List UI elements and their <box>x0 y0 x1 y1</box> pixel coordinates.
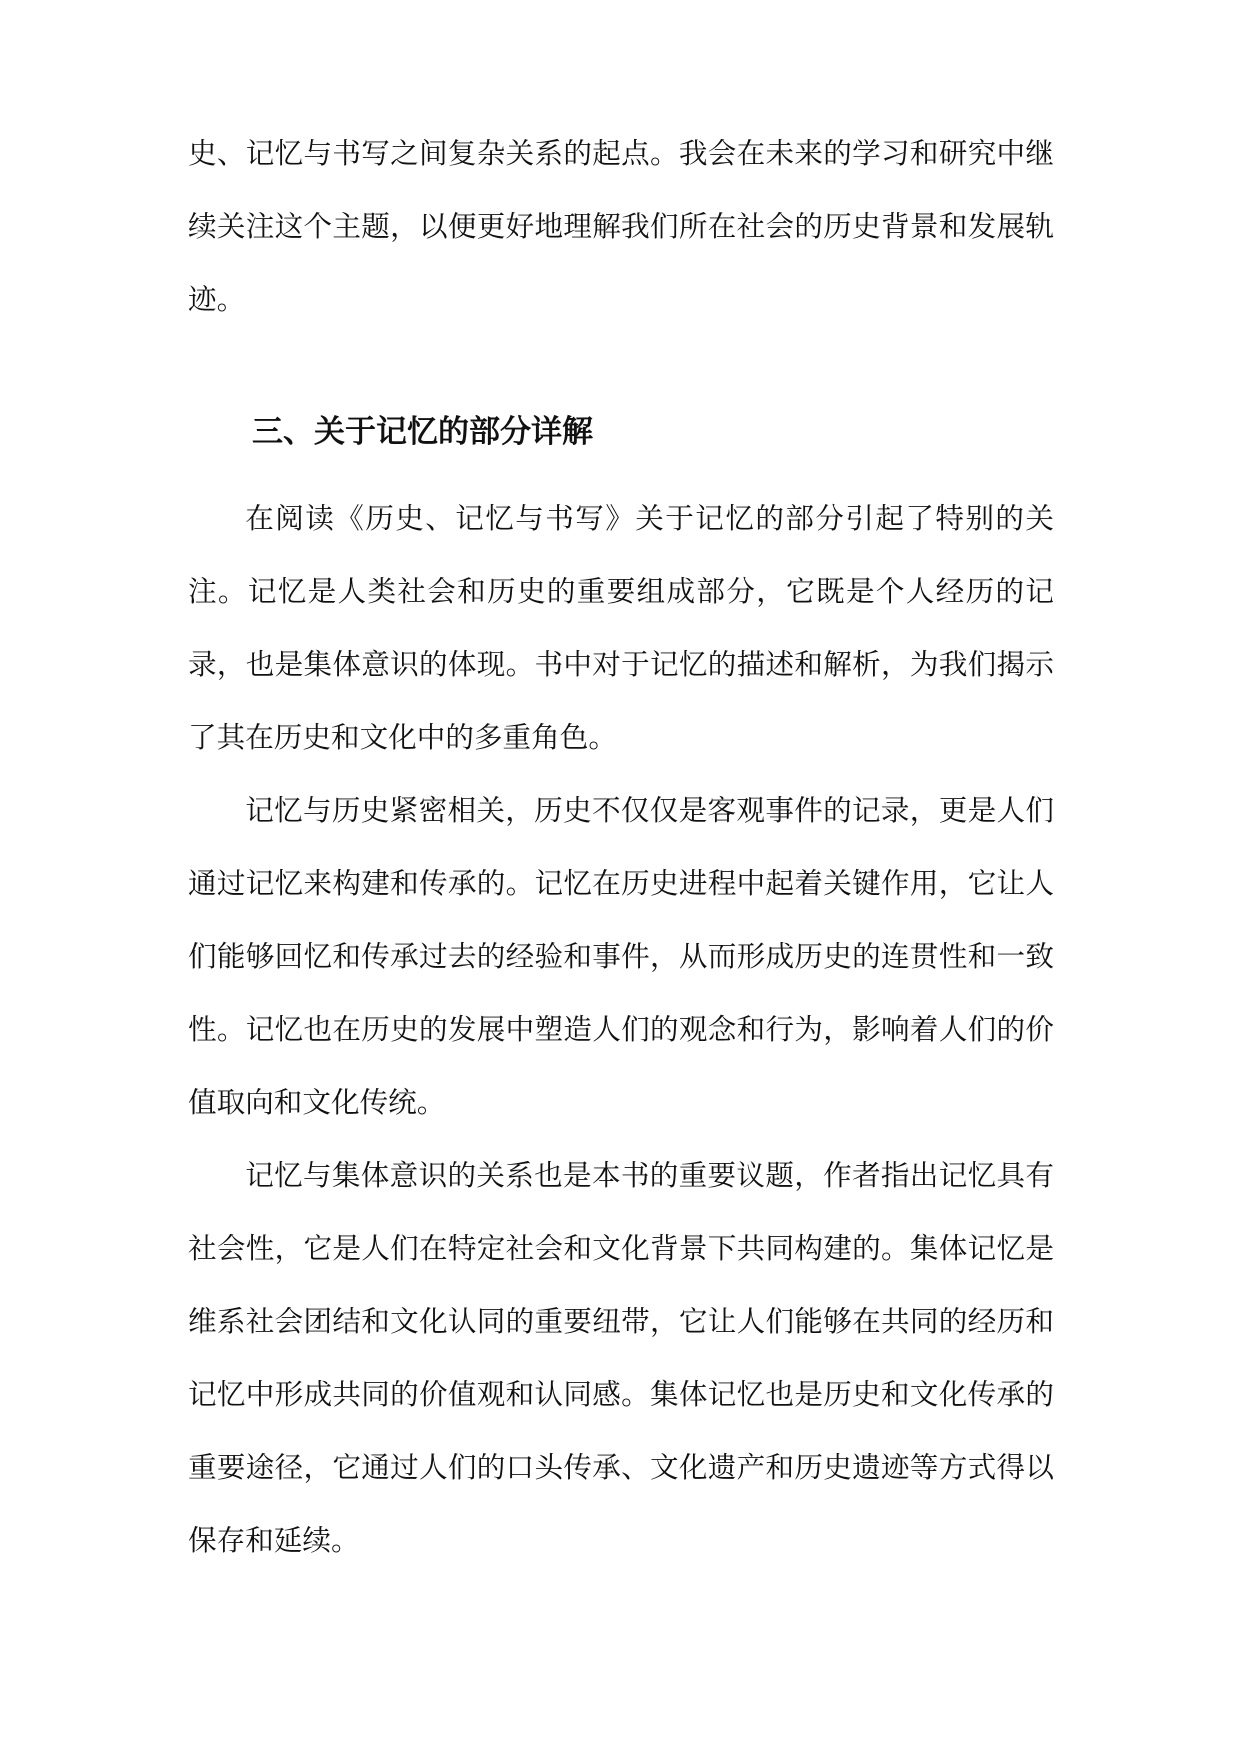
section-heading: 三、关于记忆的部分详解 <box>252 414 593 450</box>
continuation-block <box>188 117 1054 336</box>
continuation-paragraph: 史、记忆与书写之间复杂关系的起点。我会在未来的学习和研究中继续关注这个主题，以便更好地理解我们所在社会的历史背景和发展轨迹。 <box>188 136 1054 316</box>
section-body <box>188 482 1054 1577</box>
paragraph-2: 记忆与历史紧密相关，历史不仅仅是客观事件的记录，更是人们通过记忆来构建和传承的。记忆在历史进程中起着关键作用，它让人们能够回忆和传承过去的经验和事件，从而形成历史的连贯性和一致性。记忆也在历史的发展中塑造人们的观念和行为，影响着人们的价值取向和文化传统。 <box>188 793 1054 1119</box>
paragraph-3: 记忆与集体意识的关系也是本书的重要议题，作者指出记忆具有社会性，它是人们在特定社会和文化背景下共同构建的。集体记忆是维系社会团结和文化认同的重要纽带，它让人们能够在共同的经历和记忆中形成共同的价值观和认同感。集体记忆也是历史和文化传承的重要途径，它通过人们的口头传承、文化遗产和历史遗迹等方式得以保存和延续。 <box>188 1158 1054 1557</box>
paragraph-1: 在阅读《历史、记忆与书写》关于记忆的部分引起了特别的关注。记忆是人类社会和历史的重要组成部分，它既是个人经历的记录，也是集体意识的体现。书中对于记忆的描述和解析，为我们揭示了其在历史和文化中的多重角色。 <box>188 501 1054 754</box>
